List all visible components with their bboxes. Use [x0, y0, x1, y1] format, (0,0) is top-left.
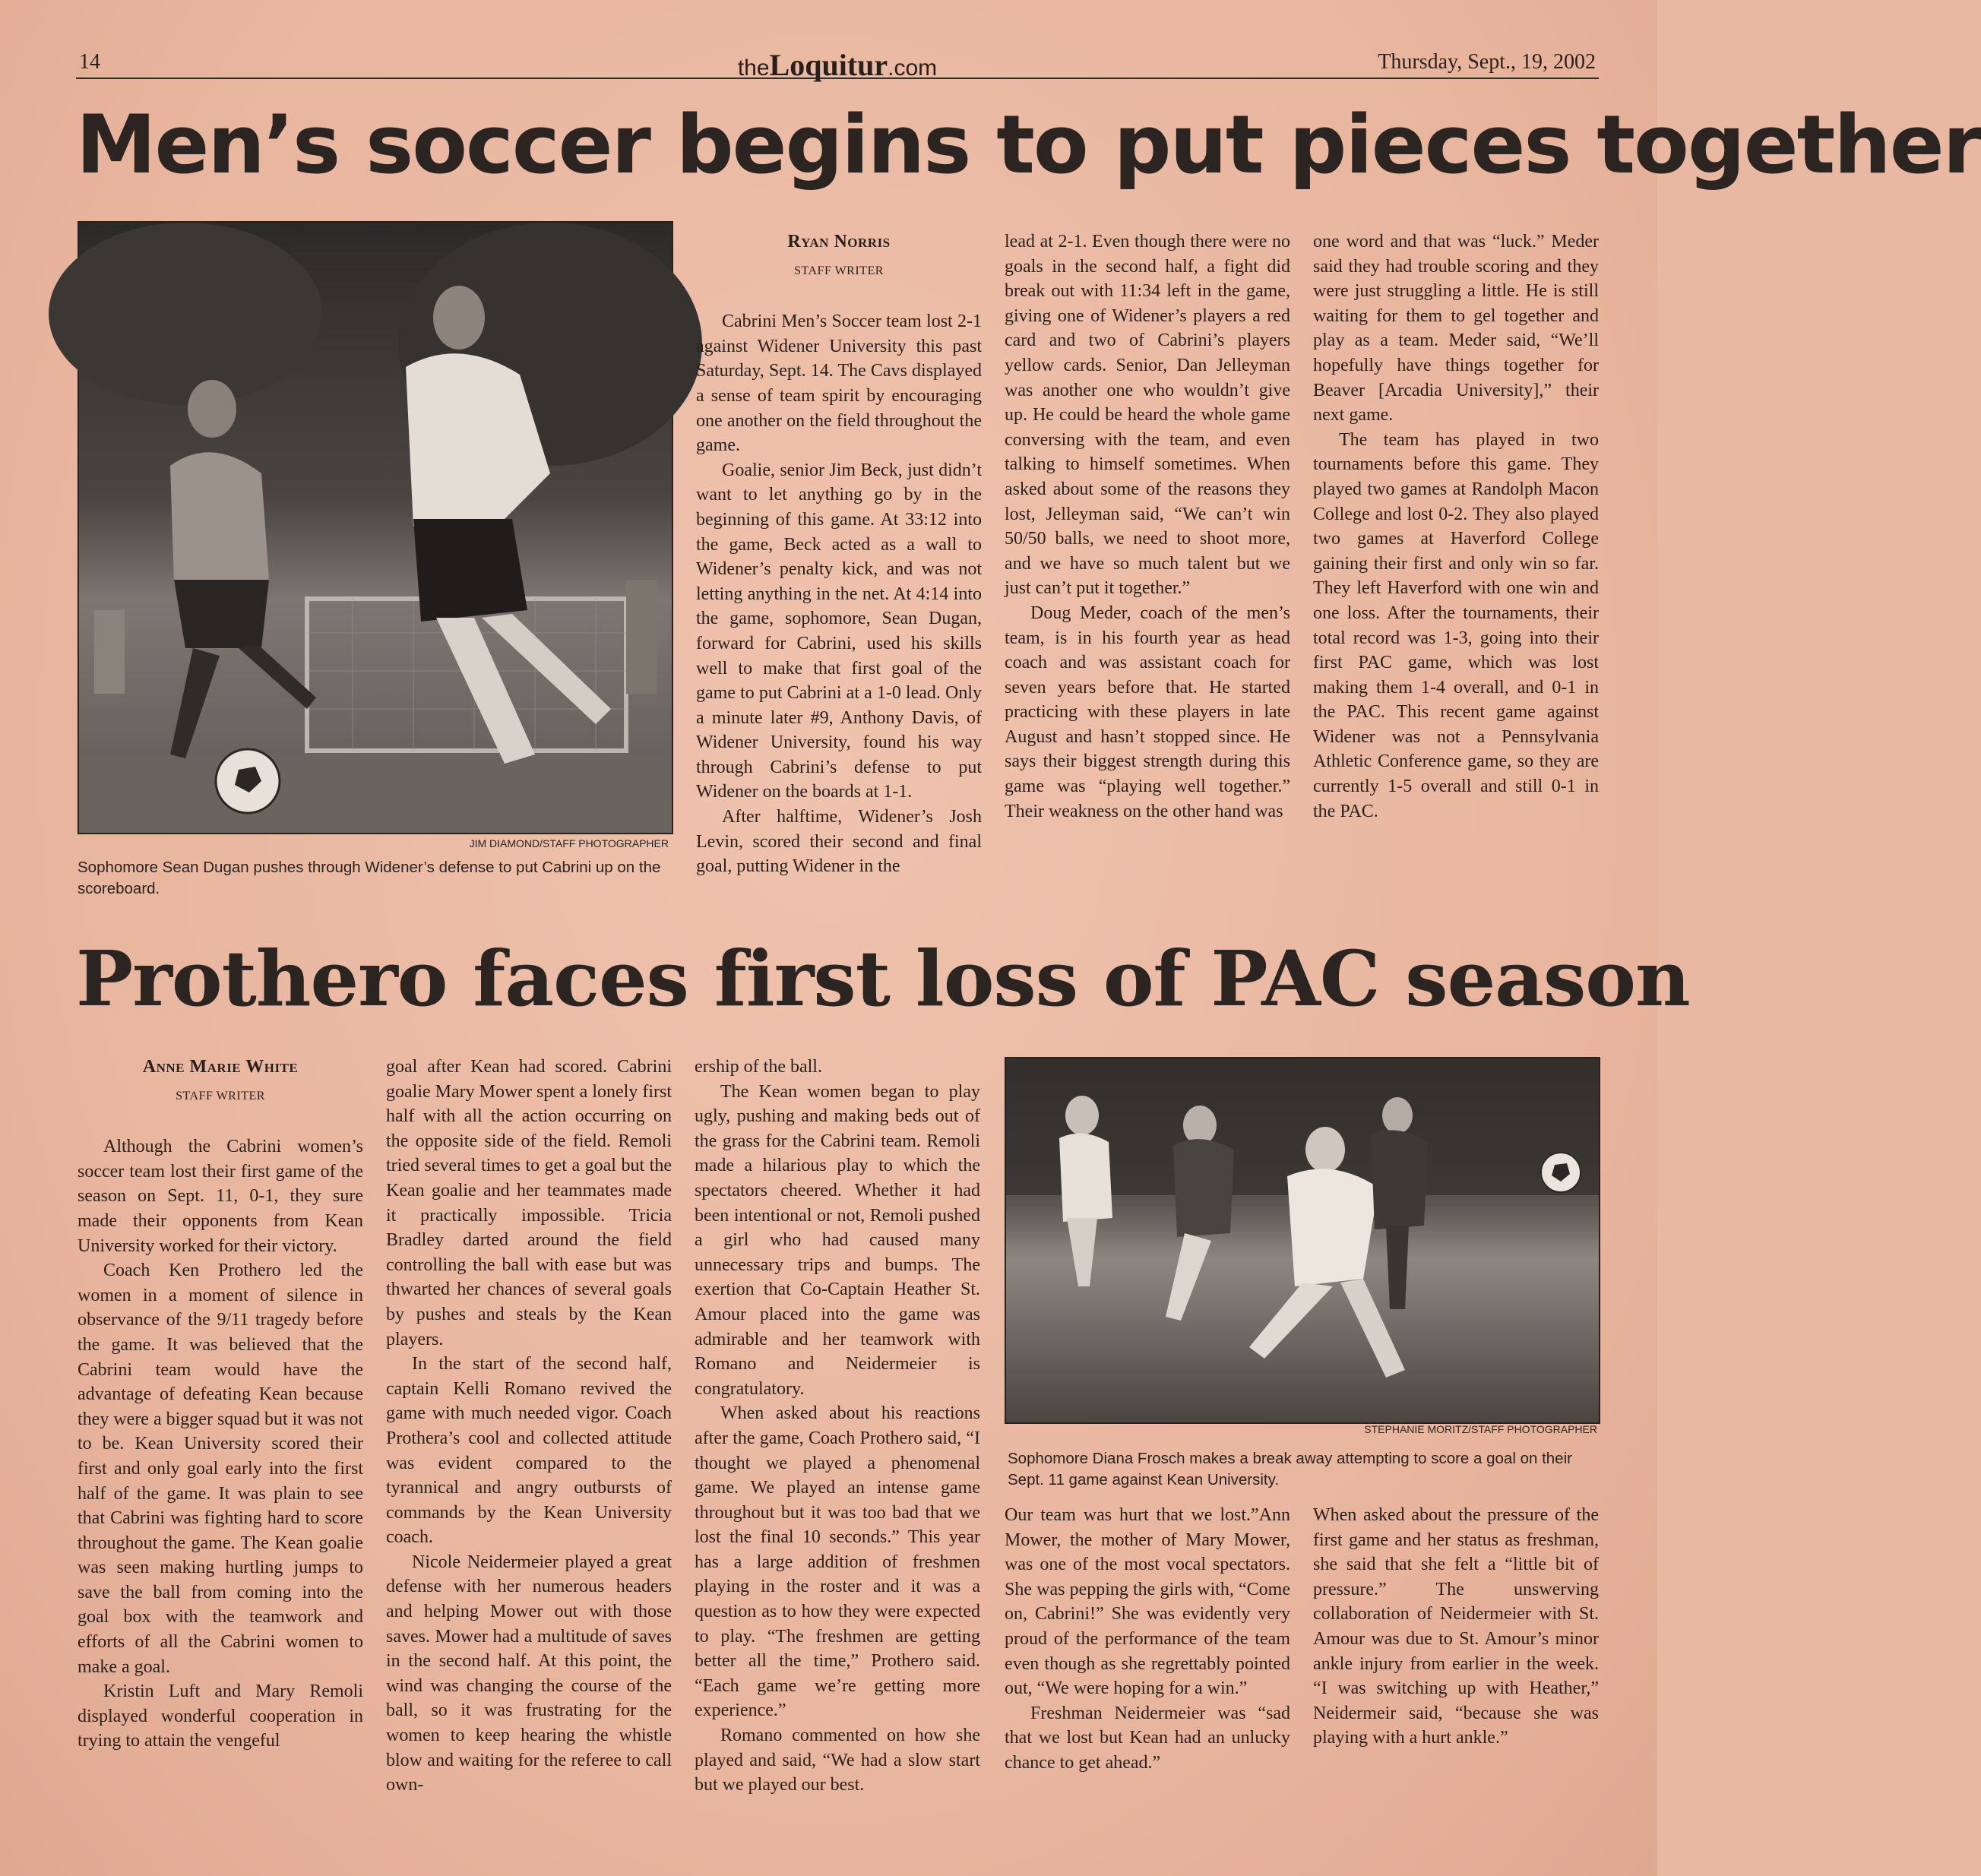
- byline-name-2: Anne Marie White: [142, 1057, 299, 1077]
- byline-name-1: Ryan Norris: [787, 232, 891, 252]
- article2-column-3: [695, 1055, 980, 1798]
- byline-1: [696, 229, 982, 283]
- paragraph: Doug Meder, coach of the men’s team, is in his fourth year as head coach and was assistant coach for seven years before that. He started practicing with these players in late August and hasn’t stopped since. He says their biggest strength during this game was “playing well together.” Their weakness on the other hand was: [1005, 603, 1290, 821]
- article2-column-1: [78, 1055, 363, 1754]
- paragraph: Goalie, senior Jim Beck, just didn’t want to let anything go by in the beginning of this game. At 33:12 into the game, Beck acted as a wall to Widener’s penalty kick, and was not letting anything in the net. At 4:14 into the game, sophomore, Sean Dugan, forward for Cabrini, used his skills well to make that first goal of the game to put Cabrini at a 1-0 lead. Only a minute later #9, Anthony Davis, of Widener University, found his way through Cabrini’s defense to put Widener on the boards at 1-1.: [696, 460, 982, 802]
- paragraph: The team has played in two tournaments before this game. They played two games at Randolph Macon College and lost 0-2. They also played two games at Haverford College gaining their first and only win so far. They left Haverford with one win and one loss. After the tournaments, their total record was 1-3, going into their first PAC game, which was lost making them 1-4 overall, and 0-1 in the PAC. This recent game against Widener was not a Pennsylvania Athletic Conference game, so they are currently 1-5 overall and still 0-1 in the PAC.: [1313, 429, 1599, 821]
- paragraph: Our team was hurt that we lost.”Ann Mower, the mother of Mary Mower, was one of the most vocal spectators. She was pepping the girls with, “Come on, Cabrini!” She was evidently very proud of the performance of the team even though as she regrettably pointed out, “We were hoping for a win.”: [1005, 1505, 1290, 1699]
- photo-credit-2: STEPHANIE MORITZ/STAFF PHOTOGRAPHER: [1364, 1423, 1597, 1435]
- paragraph: In the start of the second half, captain Kelli Romano revived the game with much needed vigor. Coach Prothera’s cool and collected attitude was evident compared to the tyrannical and angry outbursts of commands by the Kean University coach.: [386, 1354, 672, 1548]
- paragraph: Coach Ken Prothero led the women in a moment of silence in observance of the 9/11 tragedy before the game. It was believed that the Cabrini team would have the advantage of defeating Kean because they were a bigger squad but it was not to be. Kean University scored their first and only goal early into the first half of the game. It was plain to see that Cabrini was fighting hard to score throughout the game. The Kean goalie was seen making hurtling jumps to save the ball from coming into the goal box with the teamwork and efforts of all the Cabrini women to make a goal.: [78, 1261, 363, 1677]
- byline-title-1: STAFF WRITER: [794, 264, 884, 277]
- paragraph: Kristin Luft and Mary Remoli displayed wonderful cooperation in trying to attain the vengeful: [78, 1681, 363, 1751]
- headline-mens-soccer: Men’s soccer begins to put pieces together: [76, 98, 1981, 191]
- womens-soccer-photo: [1006, 1058, 1599, 1422]
- article2-column-2: [386, 1055, 672, 1798]
- paragraph: one word and that was “luck.” Meder said they had trouble scoring and they were just struggling a little. He is still waiting for them to gel together and play as a team. Meder said, “We’ll hopefully have things together for Beaver [Arcadia University],” their next game.: [1313, 232, 1599, 426]
- paragraph: lead at 2-1. Even though there were no goals in the second half, a fight did break out with 11:34 left in the game, giving one of Widener’s players a red card and two of Cabrini’s players yellow cards. Senior, Dan Jelleyman was another one who wouldn’t give up. He could be heard the whole game conversing with the team, and even talking to himself sometimes. When asked about some of the reasons they lost, Jelleyman said, “We can’t win 50/50 balls, we need to shoot more, and we have so much talent but we just can’t put it together.”: [1005, 232, 1290, 599]
- soccer-action-photo: [79, 223, 672, 833]
- issue-date: Thursday, Sept., 19, 2002: [1378, 50, 1596, 74]
- photo-credit-1: JIM DIAMOND/STAFF PHOTOGRAPHER: [469, 837, 669, 849]
- paragraph: After halftime, Widener’s Josh Levin, scored their second and final goal, putting Widener in the: [696, 807, 982, 877]
- article1-column-1: [696, 229, 982, 879]
- paragraph: When asked about the pressure of the first game and her status as freshman, she said that she felt a “little bit of pressure.” The unswerving collaboration of Neidermeier with St. Amour was due to St. Amour’s minor ankle injury from earlier in the week. “I was switching up with Heather,” Neidermeir said, “because she was playing with a hurt ankle.”: [1313, 1505, 1599, 1748]
- article2-column-5: [1313, 1503, 1599, 1751]
- article1-column-3: [1313, 229, 1599, 824]
- byline-title-2: STAFF WRITER: [176, 1089, 265, 1103]
- byline-2: [78, 1055, 363, 1109]
- paragraph: Although the Cabrini women’s soccer team lost their first game of the season on Sept. 11, 0-1, they sure made their opponents from Kean University worked for their victory.: [78, 1137, 363, 1256]
- article1-column-2: [1005, 229, 1290, 824]
- photo-mens-soccer: [78, 221, 673, 834]
- site-suffix: .com: [888, 55, 938, 81]
- photo-womens-soccer: [1005, 1057, 1600, 1424]
- photo-caption-2: Sophomore Diana Frosch makes a break away attempting to score a goal on their Sept. 11 game against Kean University.: [1008, 1450, 1572, 1488]
- paragraph: Freshman Neidermeier was “sad that we lost but Kean had an unlucky chance to get ahead.”: [1005, 1703, 1290, 1773]
- paragraph: Romano commented on how she played and said, “We had a slow start but we played our best.: [695, 1726, 980, 1795]
- paragraph: ership of the ball.: [695, 1057, 822, 1077]
- headline-prothero: Prothero faces first loss of PAC season: [76, 934, 1690, 1023]
- site-name: [76, 47, 1599, 83]
- page-header: [76, 48, 1599, 82]
- site-brand: Loquitur: [769, 48, 888, 82]
- site-prefix: the: [737, 55, 770, 81]
- paragraph: When asked about his reactions after the game, Coach Prothero said, “I thought we played a phenomenal game. We played an intense game throughout but it was too bad that we lost the final 10 seconds.” This year has a large addition of freshmen playing in the roster and it was a question as to how they were expected to play. “The freshmen are getting better all the time,” Prothero said. “Each game we’re getting more experience.”: [695, 1403, 980, 1721]
- paragraph: Cabrini Men’s Soccer team lost 2-1 against Widener University this past Saturday, Sept. 14. The Cavs displayed a sense of team spirit by encouraging one another on the field throughout the game.: [696, 312, 982, 456]
- paragraph: goal after Kean had scored. Cabrini goalie Mary Mower spent a lonely first half with all the action occurring on the opposite side of the field. Remoli tried several times to get a goal but the Kean goalie and her teammates made it practically impossible. Tricia Bradley darted around the field controlling the ball with ease but was thwarted her chances of several goals by pushes and steals by the Kean players.: [386, 1057, 672, 1349]
- article2-column-4: [1005, 1503, 1290, 1776]
- photo-caption-1: Sophomore Sean Dugan pushes through Widener’s defense to put Cabrini up on the scoreboard.: [78, 859, 661, 897]
- paragraph: The Kean women began to play ugly, pushing and making beds out of the grass for the Cabrini team. Remoli made a hilarious play to which the spectators cheered. Whether it had been intentional or not, Remoli pushed a girl who had caused many unnecessary trips and bumps. The exertion that Co-Captain Heather St. Amour placed into the game was admirable and her teamwork with Romano and Neidermeier is congratulatory.: [695, 1081, 980, 1399]
- paragraph: Nicole Neidermeier played a great defense with her numerous headers and helping Mower out with those saves. Mower had a multitude of saves in the second half. At this point, the wind was changing the course of the ball, so it was frustrating for the women to keep hearing the whistle blow and waiting for the referee to call own-: [386, 1552, 672, 1795]
- page-number: 14: [79, 50, 100, 74]
